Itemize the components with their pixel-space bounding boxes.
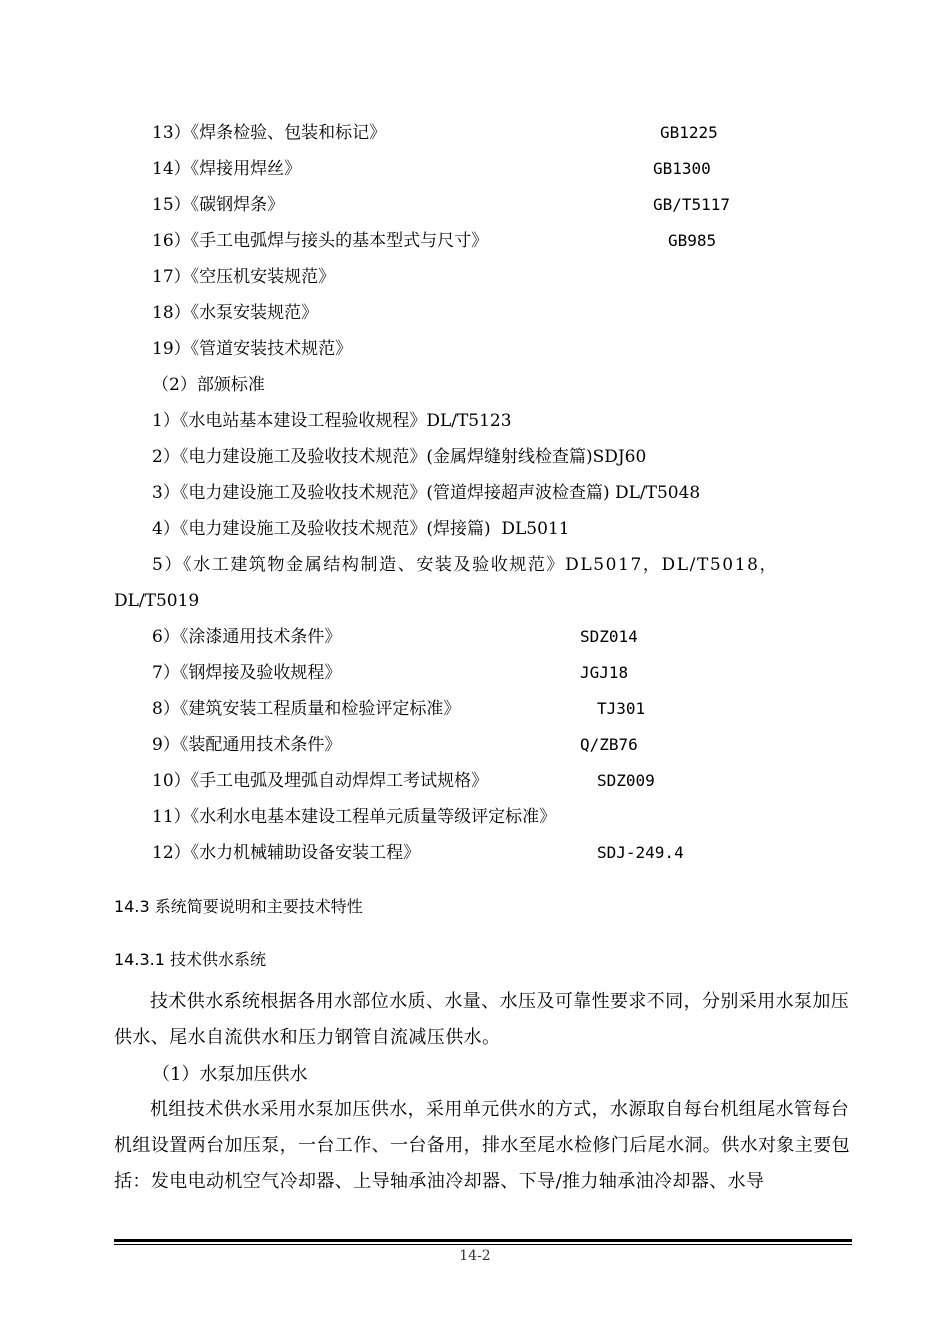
std-item-15: 15）《碳钢焊条》 bbox=[152, 195, 285, 215]
ministry-item-4: 4）《电力建设施工及验收技术规范》(焊接篇) DL5011 bbox=[152, 519, 570, 539]
ministry-item-11: 11）《水利水电基本建设工程单元质量等级评定标准》 bbox=[152, 807, 557, 827]
std-item-13: 13）《焊条检验、包装和标记》 bbox=[152, 123, 387, 143]
ministry-item-1: 1）《水电站基本建设工程验收规程》DL/T5123 bbox=[152, 411, 512, 431]
footer-rule-thick bbox=[114, 1239, 852, 1242]
std-code-15: GB/T5117 bbox=[653, 195, 731, 214]
ministry-code-12: SDJ-249.4 bbox=[597, 843, 684, 862]
ministry-item-9: 9）《装配通用技术条件》 bbox=[152, 735, 342, 755]
ministry-item-12: 12）《水力机械辅助设备安装工程》 bbox=[152, 843, 421, 863]
ministry-item-10: 10）《手工电弧及埋弧自动焊焊工考试规格》 bbox=[152, 771, 489, 791]
ministry-item-5-continued: DL/T5019 bbox=[114, 591, 200, 611]
std-item-18: 18）《水泵安装规范》 bbox=[152, 303, 319, 323]
ministry-item-7: 7）《钢焊接及验收规程》 bbox=[152, 663, 342, 683]
std-item-14: 14）《焊接用焊丝》 bbox=[152, 159, 302, 179]
std-code-13: GB1225 bbox=[660, 123, 718, 142]
ministry-code-10: SDZ009 bbox=[597, 771, 655, 790]
ministry-code-8: TJ301 bbox=[597, 699, 646, 718]
paragraph-water-supply-overview: 技术供水系统根据各用水部位水质、水量、水压及可靠性要求不同，分别采用水泵加压供水、尾水自流供水和压力钢管自流减压供水。 bbox=[114, 991, 850, 1048]
ministry-item-8: 8）《建筑安装工程质量和检验评定标准》 bbox=[152, 699, 461, 719]
ministry-code-9: Q/ZB76 bbox=[580, 735, 638, 754]
std-item-17: 17）《空压机安装规范》 bbox=[152, 267, 336, 287]
ministry-standards-heading: （2）部颁标准 bbox=[152, 375, 265, 395]
item-heading-pump-supply: （1）水泵加压供水 bbox=[152, 1064, 308, 1085]
ministry-item-5: 5）《水工建筑物金属结构制造、安装及验收规范》DL5017，DL/T5018， bbox=[152, 555, 779, 575]
std-item-16: 16）《手工电弧焊与接头的基本型式与尺寸》 bbox=[152, 231, 489, 251]
ministry-code-6: SDZ014 bbox=[580, 627, 638, 646]
ministry-code-7: JGJ18 bbox=[580, 663, 629, 682]
subsection-heading: 14.3.1 技术供水系统 bbox=[114, 950, 266, 969]
footer-rule-thin bbox=[114, 1244, 852, 1245]
std-code-14: GB1300 bbox=[653, 159, 711, 178]
ministry-item-3: 3）《电力建设施工及验收技术规范》(管道焊接超声波检查篇) DL/T5048 bbox=[152, 483, 701, 503]
page-number: 14-2 bbox=[459, 1248, 491, 1264]
ministry-item-6: 6）《涂漆通用技术条件》 bbox=[152, 627, 342, 647]
section-heading: 14.3 系统简要说明和主要技术特性 bbox=[114, 897, 363, 916]
std-item-19: 19）《管道安装技术规范》 bbox=[152, 339, 353, 359]
ministry-item-2: 2）《电力建设施工及验收技术规范》(金属焊缝射线检查篇)SDJ60 bbox=[152, 447, 647, 467]
std-code-16: GB985 bbox=[668, 231, 717, 250]
paragraph-pump-supply: 机组技术供水采用水泵加压供水，采用单元供水的方式，水源取自每台机组尾水管每台机组设置两台加压泵，一台工作、一台备用，排水至尾水检修门后尾水洞。供水对象主要包括：发电电动机空气冷却器、上导轴承油冷却器、下导/推力轴承油冷却器、水导 bbox=[114, 1099, 850, 1192]
